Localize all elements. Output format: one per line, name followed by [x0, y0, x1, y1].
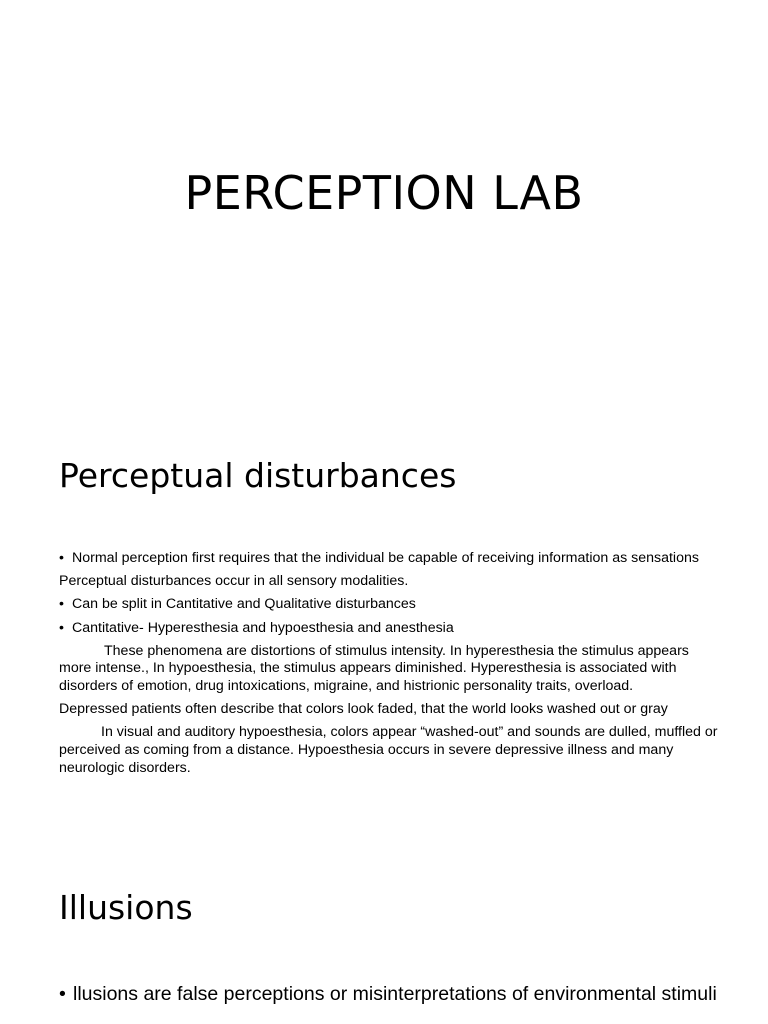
bullet-item: • Cantitative- Hyperesthesia and hypoesthesia and anesthesia	[59, 620, 719, 638]
paragraph: Depressed patients often describe that colors look faded, that the world looks washed out or gray	[59, 701, 668, 718]
bullet-item: • Normal perception first requires that the individual be capable of receiving information as sensations	[59, 550, 719, 568]
slide-title: PERCEPTION LAB	[184, 166, 584, 220]
section-body-perceptual-disturbances	[59, 550, 719, 783]
paragraph: In visual and auditory hypoesthesia, colors appear “washed-out” and sounds are dulled, muffled or perceived as coming from a distance. Hypoesthesia occurs in severe depressive illness and many neurologic disorders.	[59, 724, 718, 776]
bullet-item: • llusions are false perceptions or misinterpretations of environmental stimuli	[59, 983, 753, 1006]
section-heading-perceptual-disturbances: Perceptual disturbances	[59, 456, 457, 495]
paragraph: Perceptual disturbances occur in all sensory modalities.	[59, 573, 409, 590]
section-heading-illusions: Illusions	[59, 888, 193, 927]
paragraph: These phenomena are distortions of stimulus intensity. In hyperesthesia the stimulus appears more intense., In hypoesthesia, the stimulus appears diminished. Hyperesthesia is associated with disorders of emotion, drug intoxications, migraine, and histrionic personality traits, overload.	[59, 642, 689, 694]
bullet-item: • Can be split in Cantitative and Qualitative disturbances	[59, 596, 719, 614]
